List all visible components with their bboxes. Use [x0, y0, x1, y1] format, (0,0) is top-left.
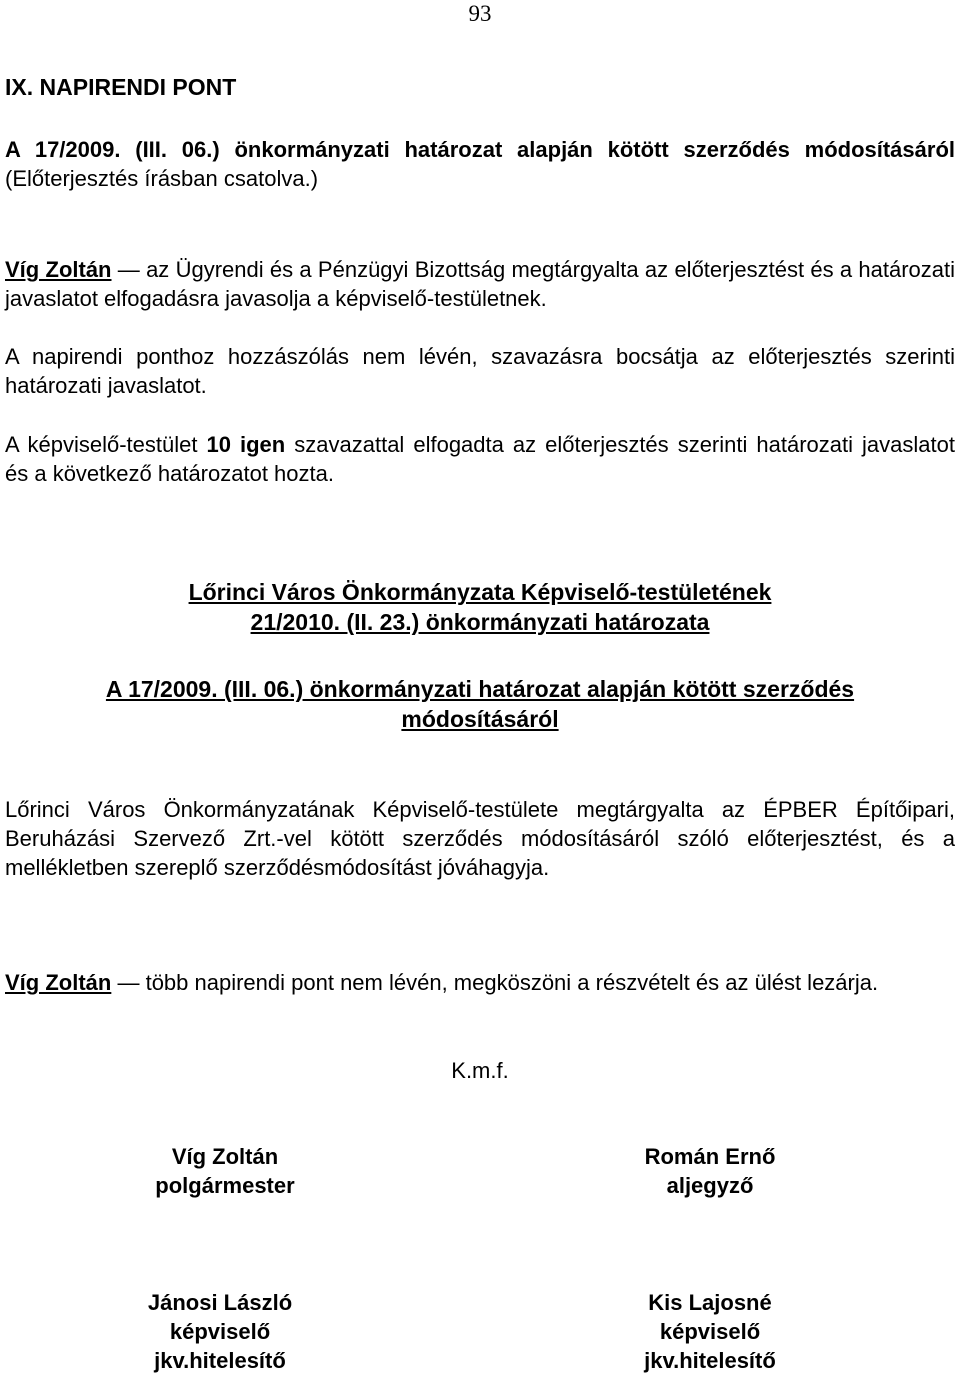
kmf-mark: K.m.f. [451, 1058, 509, 1083]
closing-speaker-name: Víg Zoltán [5, 970, 112, 995]
resolution-subject [0, 674, 960, 734]
section-title: IX. NAPIRENDI PONT [5, 74, 237, 100]
agenda-title-bold: A 17/2009. (III. 06.) önkormányzati határozat alapján kötött szerződés módosításáról [5, 137, 955, 162]
signature-name: Jánosi László [147, 1290, 293, 1315]
resolution-heading-line1: Lőrinci Város Önkormányzata Képviselő-testületének [188, 579, 772, 605]
signature-role-2: jkv.hitelesítő [154, 1348, 286, 1373]
signature-role: aljegyző [666, 1173, 754, 1198]
paragraph-committee [5, 255, 955, 313]
signature-role: képviselő [169, 1319, 271, 1344]
signature-role: polgármester [155, 1173, 295, 1198]
closing-text: több napirendi pont nem lévén, megköszöni a részvételt és az ülést lezárja. [145, 970, 879, 995]
vote-result-after: szavazattal elfogadta az előterjesztés szerinti határozati javaslatot és a következő határozatot hozta. [5, 432, 955, 486]
resolution-body: Lőrinci Város Önkormányzatának Képviselő-testülete megtárgyalta az ÉPBER Építőipari, Beruházási Szervező Zrt.-vel kötött szerződés módosításáról szóló előterjesztést, és a mellékletben szereplő szerződésmódosítást jóváhagyja. [5, 797, 955, 880]
vote-result-before: A képviselő-testület [5, 432, 198, 457]
signature-name: Román Ernő [644, 1144, 776, 1169]
speaker-dash: — [117, 257, 147, 282]
signature-notary [605, 1142, 815, 1200]
page-number: 93 [468, 1, 492, 26]
signature-role-2: jkv.hitelesítő [644, 1348, 776, 1373]
signature-authenticator-2 [600, 1288, 820, 1375]
resolution-heading [0, 577, 960, 637]
resolution-subject-line2: módosításáról [401, 706, 559, 732]
resolution-heading-line2: 21/2010. (II. 23.) önkormányzati határozata [250, 609, 710, 635]
signature-name: Kis Lajosné [648, 1290, 772, 1315]
paragraph-closing [5, 968, 955, 997]
paragraph-committee-text: az Ügyrendi és a Pénzügyi Bizottság megtárgyalta az előterjesztést és a határozati javaslatot elfogadásra javasolja a képviselő-testületnek. [5, 257, 955, 311]
agenda-item-title [5, 135, 955, 193]
speaker-name: Víg Zoltán [5, 257, 112, 282]
vote-count: 10 igen [206, 432, 286, 457]
agenda-note: (Előterjesztés írásban csatolva.) [5, 166, 319, 191]
resolution-subject-line1: A 17/2009. (III. 06.) önkormányzati határozat alapján kötött szerződés [105, 676, 855, 702]
signature-authenticator-1 [110, 1288, 330, 1375]
signature-role: képviselő [659, 1319, 761, 1344]
closing-dash: — [117, 970, 146, 995]
signature-mayor [120, 1142, 330, 1200]
paragraph-vote-result [5, 430, 955, 488]
paragraph-vote-call: A napirendi ponthoz hozzászólás nem lévén, szavazásra bocsátja az előterjesztés szerinti határozati javaslatot. [5, 344, 955, 398]
signature-name: Víg Zoltán [171, 1144, 279, 1169]
